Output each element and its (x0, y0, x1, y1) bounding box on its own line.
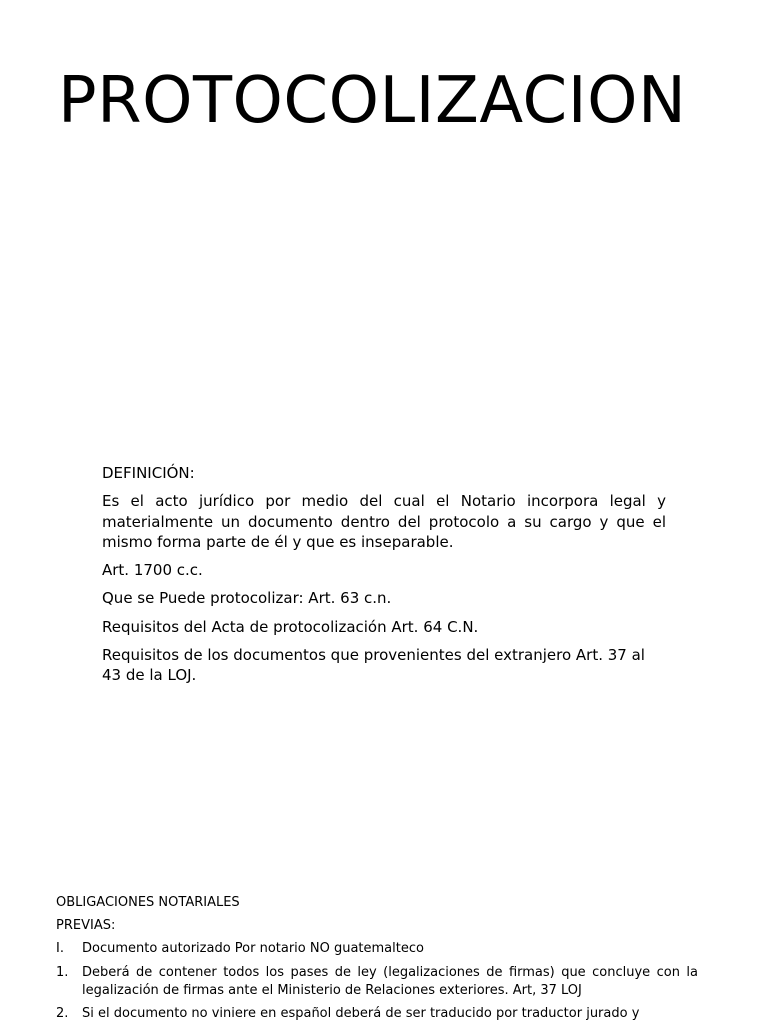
definition-section (102, 463, 666, 693)
obligations-subheading: PREVIAS: (56, 918, 116, 934)
list-item-text: Si el documento no viniere en español deberá de ser traducido por traductor jurado y (82, 1005, 640, 1021)
obligations-section (56, 894, 698, 1023)
list-item (56, 964, 698, 1000)
foreign-documents-reference: Requisitos de los documentos que provenientes del extranjero Art. 37 al 43 de la LOJ. (102, 645, 645, 684)
list-item-text: Documento autorizado Por notario NO guatemalteco (82, 941, 424, 957)
list-item (56, 940, 698, 958)
list-item (56, 1005, 698, 1023)
page-title: PROTOCOLIZACION (58, 64, 687, 138)
list-marker: I. (56, 941, 64, 957)
list-item-text: Deberá de contener todos los pases de ley (legalizaciones de firmas) que concluye con la legalización de firmas ante el Ministerio de Relaciones exteriores. Art, 37 LOJ (82, 964, 698, 998)
list-marker: 1. (56, 964, 69, 980)
definition-body: Es el acto jurídico por medio del cual el Notario incorpora legal y materialmente un documento dentro del protocolo a su cargo y que el mismo forma parte de él y que es inseparable. (102, 492, 666, 551)
protocolizable-reference: Que se Puede protocolizar: Art. 63 c.n. (102, 589, 392, 608)
act-requirements-reference: Requisitos del Acta de protocolización Art. 64 C.N. (102, 617, 479, 636)
definition-heading: DEFINICIÓN: (102, 464, 195, 482)
list-marker: 2. (56, 1005, 69, 1021)
obligations-heading: OBLIGACIONES NOTARIALES (56, 895, 240, 910)
article-reference: Art. 1700 c.c. (102, 561, 203, 579)
